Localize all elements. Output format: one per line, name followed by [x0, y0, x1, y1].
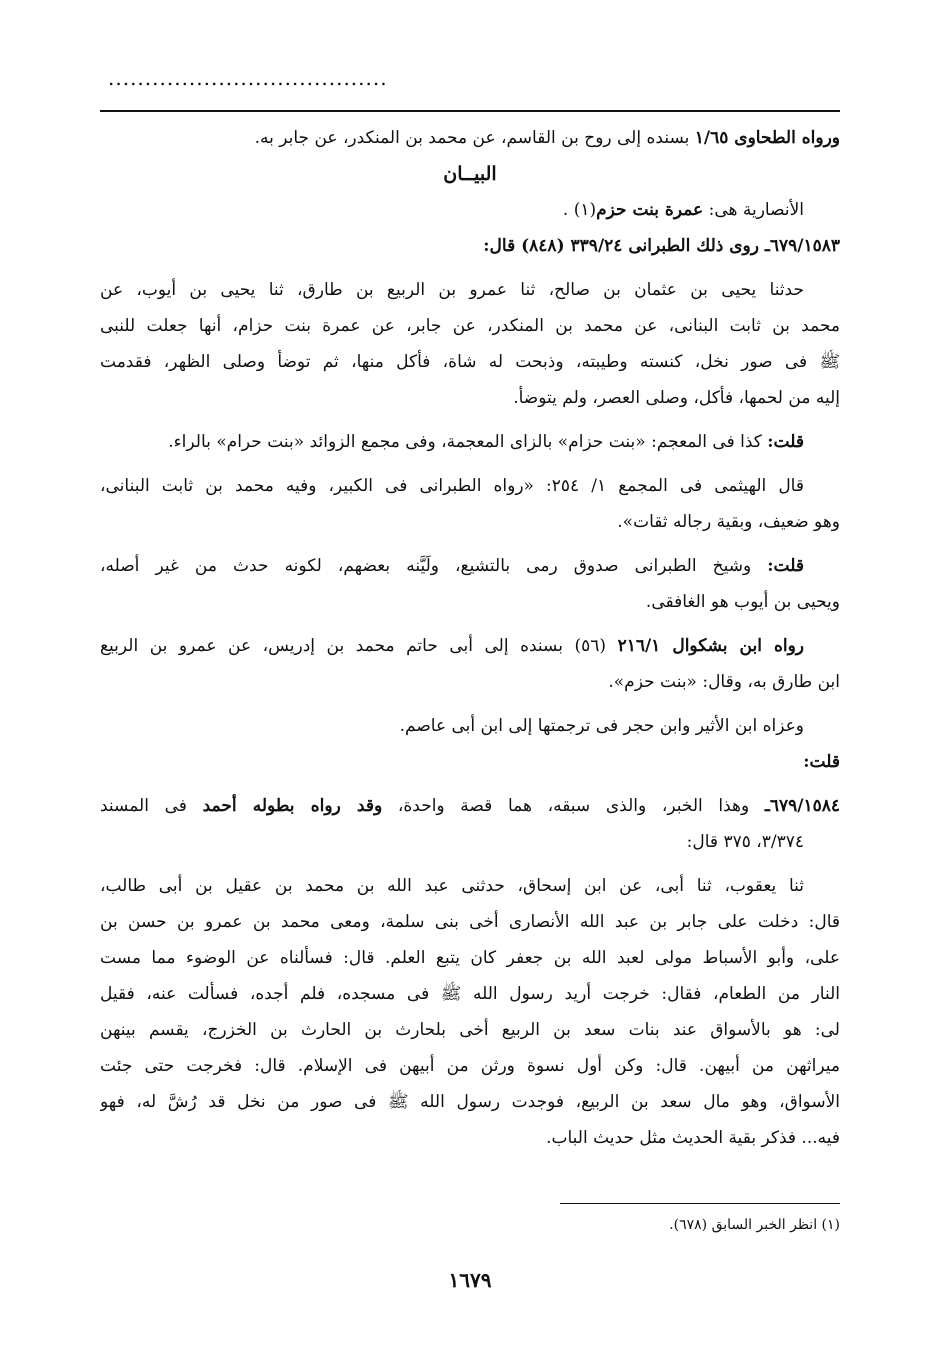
text-line: ٦٧٩/١٥٨٤ـ وهذا الخبر، والذى سبقه، هما قصة واحدة، وقد رواه بطوله أحمد فى المسند [100, 796, 840, 816]
dotted-separator: ...................................... [108, 68, 388, 88]
haythami-note [100, 468, 840, 540]
footnote-rule [560, 1203, 840, 1204]
main-text [100, 120, 840, 1156]
hadith-text [100, 868, 840, 1156]
top-rule [100, 110, 840, 112]
text-line: قلت: وشيخ الطبرانى صدوق رمى بالتشيع، ولَيَّنه بعضهم، لكونه حدث من غير أصله، [100, 556, 804, 576]
page-number: ١٦٧٩ [448, 1268, 492, 1292]
text-line: قال الهيثمى فى المجمع ١/ ٢٥٤: «رواه الطبرانى فى الكبير، وفيه محمد بن ثابت البنانى، [100, 476, 804, 496]
text-line: محمد بن ثابت البنانى، عن محمد بن المنكدر، عن جابر، عن عمرة بنت حزام، أنها جعلت للنبى [100, 316, 840, 336]
qult-note [100, 548, 840, 620]
qult-label: قلت: [803, 752, 840, 772]
text-line: ابن طارق به، وقال: «بنت حزم». [608, 672, 840, 692]
text-line: ورواه الطحاوى ١/٦٥ بسنده إلى روح بن القاسم، عن محمد بن المنكدر، عن جابر به. [254, 128, 840, 148]
text-line: الأسواق، وهو مال سعد بن الربيع، فوجدت رسول الله ﷺ فى صور من نخل قد رُشَّ له، فهو [100, 1092, 840, 1112]
text-line: النار من الطعام، فقال: خرجت أريد رسول الله ﷺ فى مسجده، فلم أجده، فسألت عنه، فقيل [100, 984, 840, 1004]
text-line: فيه... فذكر بقية الحديث مثل حديث الباب. [546, 1128, 840, 1148]
text-line: ويحيى بن أيوب هو الغافقى. [645, 592, 840, 612]
hadith-text [100, 272, 840, 416]
text-line: الأنصارية هى: عمرة بنت حزم(١) . [562, 200, 804, 220]
text-line: ﷺ فى صور نخل، كنسته وطيبته، وذبحت له شاة، فأكل منها، ثم توضأ وصلى الظهر، فقدمت [100, 352, 840, 372]
text-line: وهو ضعيف، وبقية رجاله ثقات». [617, 512, 840, 532]
footnote: (١) انظر الخبر السابق (٦٧٨). [669, 1217, 840, 1233]
section-heading: البيــان [443, 163, 497, 185]
text-line: ٣/٣٧٤، ٣٧٥ قال: [686, 832, 804, 852]
text-line: لى: هو بالأسواق عند بنات سعد بن الربيع أخى بلحارث بن الحارث بن الخزرج، يقسم بينهن [100, 1020, 840, 1040]
hadith-header [100, 788, 840, 860]
text-line: قال: دخلت على جابر بن عبد الله الأنصارى أخى بنى سلمة، ومعى محمد بن عمرو بن حسن بن [100, 912, 840, 932]
qult-note: قلت: كذا فى المعجم: «بنت حزام» بالزاى المعجمة، وفى مجمع الزوائد «بنت حرام» بالراء. [168, 432, 804, 452]
text-line: إليه من لحمها، فأكل، وصلى العصر، ولم يتوضأ. [513, 388, 840, 408]
bashkuwal-note [100, 628, 840, 700]
text-line: وعزاه ابن الأثير وابن حجر فى ترجمتها إلى ابن أبى عاصم. [399, 716, 804, 736]
text-line: ميراثهن من أبيهن. قال: وكن أول نسوة ورثن من أبيهن فى الإسلام. قال: فخرجت حتى جئت [100, 1056, 840, 1076]
book-page [100, 0, 840, 1372]
text-line: على، وأبو الأسباط مولى لعبد الله بن جعفر كان يتبع العلم. قال: فسألناه عن الوضوء مما مست [100, 948, 840, 968]
text-line: رواه ابن بشكوال ٢١٦/١ (٥٦) بسنده إلى أبى حاتم محمد بن إدريس، عن عمرو بن الربيع [100, 636, 805, 656]
hadith-header: ٦٧٩/١٥٨٣ـ روى ذلك الطبرانى ٣٣٩/٢٤ (٨٤٨) قال: [483, 236, 840, 256]
text-line: ثنا يعقوب، ثنا أبى، عن ابن إسحاق، حدثنى عبد الله بن محمد بن عقيل بن أبى طالب، [100, 876, 804, 896]
text-line: حدثنا يحيى بن عثمان بن صالح، ثنا عمرو بن الربيع بن طارق، ثنا يحيى بن أيوب، عن [100, 280, 804, 300]
